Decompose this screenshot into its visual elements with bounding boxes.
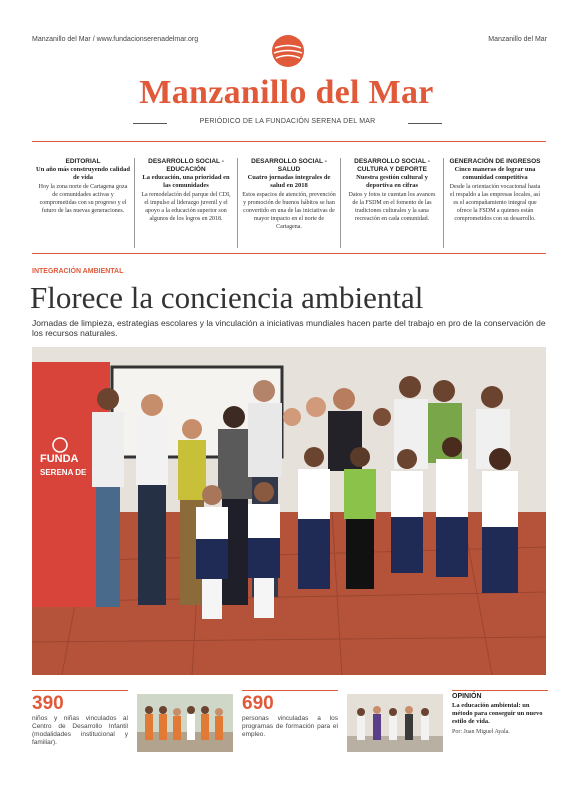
section-subheading: Un año más construyendo calidad de vida — [36, 166, 130, 181]
section-summary: La remodelación del parque del CDI, el impulso al liderazgo juvenil y el apoyo a la educación superior son algunos de los logros en 2018. — [141, 192, 231, 222]
group-photo — [32, 347, 546, 675]
divider — [133, 123, 167, 124]
thumbnail-illustration — [347, 694, 443, 752]
section-summary: Datos y fotos te cuentan los avances de la FSDM en el fomento de las tradiciones culturales y la sana recreación en cada comunidad. — [348, 192, 436, 222]
article-tag: INTEGRACIÓN AMBIENTAL — [32, 268, 124, 275]
masthead-subtitle — [133, 118, 442, 130]
section-editorial[interactable] — [32, 158, 135, 248]
publication-name-small: Manzanillo del Mar — [488, 36, 547, 43]
section-ingresos[interactable] — [444, 158, 546, 248]
opinion-byline: Por: Juan Miguel Ayala. — [452, 729, 510, 735]
section-heading: GENERACIÓN DE INGRESOS — [449, 158, 541, 165]
thumbnail-illustration — [137, 694, 233, 752]
thumbnail-photo — [347, 694, 443, 752]
stat-block-cdi — [32, 690, 128, 747]
divider — [32, 253, 546, 254]
divider — [32, 141, 546, 142]
stat-description: personas vinculadas a los programas de formación para el empleo. — [242, 715, 338, 738]
opinion-block[interactable] — [452, 690, 548, 735]
site-url: Manzanillo del Mar / www.fundacionserenadelmar.org — [32, 36, 199, 43]
section-subheading: Nuestra gestión cultural y deportiva en cifras — [356, 174, 428, 189]
section-salud[interactable] — [238, 158, 341, 248]
article-headline: Florece la conciencia ambiental — [30, 280, 424, 315]
opinion-heading: OPINIÓN — [452, 693, 482, 700]
thumbnail-photo — [137, 694, 233, 752]
banner-text-2: SERENA DE — [40, 468, 87, 477]
divider — [408, 123, 442, 124]
divider — [242, 690, 338, 691]
section-subheading: Cinco maneras de lograr una comunidad competitiva — [454, 166, 536, 181]
section-subheading: Cuatro jornadas integrales de salud en 2018 — [247, 174, 331, 189]
banner-text-1: FUNDA — [40, 453, 79, 465]
section-heading: DESARROLLO SOCIAL - CULTURA Y DEPORTE — [354, 158, 430, 173]
section-heading: DESARROLLO SOCIAL - EDUCACIÓN — [148, 158, 224, 173]
masthead-title: Manzanillo del Mar — [139, 74, 434, 111]
section-summary: Estos espacios de atención, prevención y promoción de buenos hábitos se han convertido en una de las iniciativas de mayor impacto en el norte de Cartagena. — [242, 192, 336, 230]
article-dek: Jornadas de limpieza, estrategias escolares y la vinculación a iniciativas mundiales hacen parte del trabajo en pro de la conservación de los recursos naturales. — [32, 318, 546, 338]
opinion-title: La educación ambiental: un método para conseguir un nuevo estilo de vida. — [452, 702, 543, 725]
divider — [32, 690, 128, 691]
stat-block-empleo — [242, 690, 338, 739]
group-photo-illustration — [32, 347, 546, 675]
section-heading: DESARROLLO SOCIAL - SALUD — [251, 158, 327, 173]
stat-number: 690 — [242, 693, 274, 714]
section-cultura-deporte[interactable] — [341, 158, 444, 248]
section-educacion[interactable] — [135, 158, 238, 248]
section-summary: Hoy la zona norte de Cartagena goza de comunidades activas y comprometidas con su progreso y el futuro de las nuevas generaciones. — [38, 184, 128, 214]
sun-logo-icon — [271, 34, 305, 68]
section-index — [32, 158, 546, 248]
section-subheading: La educación, una prioridad en las comunidades — [142, 174, 230, 189]
subtitle-text: PERIÓDICO DE LA FUNDACIÓN SERENA DEL MAR — [199, 118, 376, 125]
section-heading: EDITORIAL — [65, 158, 101, 165]
stat-number: 390 — [32, 693, 64, 714]
divider — [452, 690, 548, 691]
section-summary: Desde la orientación vocacional hasta el respaldo a las empresas locales, así es el acompañamiento integral que ofrece la FSDM a quienes están comprometidos con su desarrollo. — [449, 184, 541, 222]
stat-description: niños y niñas vinculados al Centro de Desarrollo Infantil (modalidades institucional y familiar). — [32, 715, 128, 746]
